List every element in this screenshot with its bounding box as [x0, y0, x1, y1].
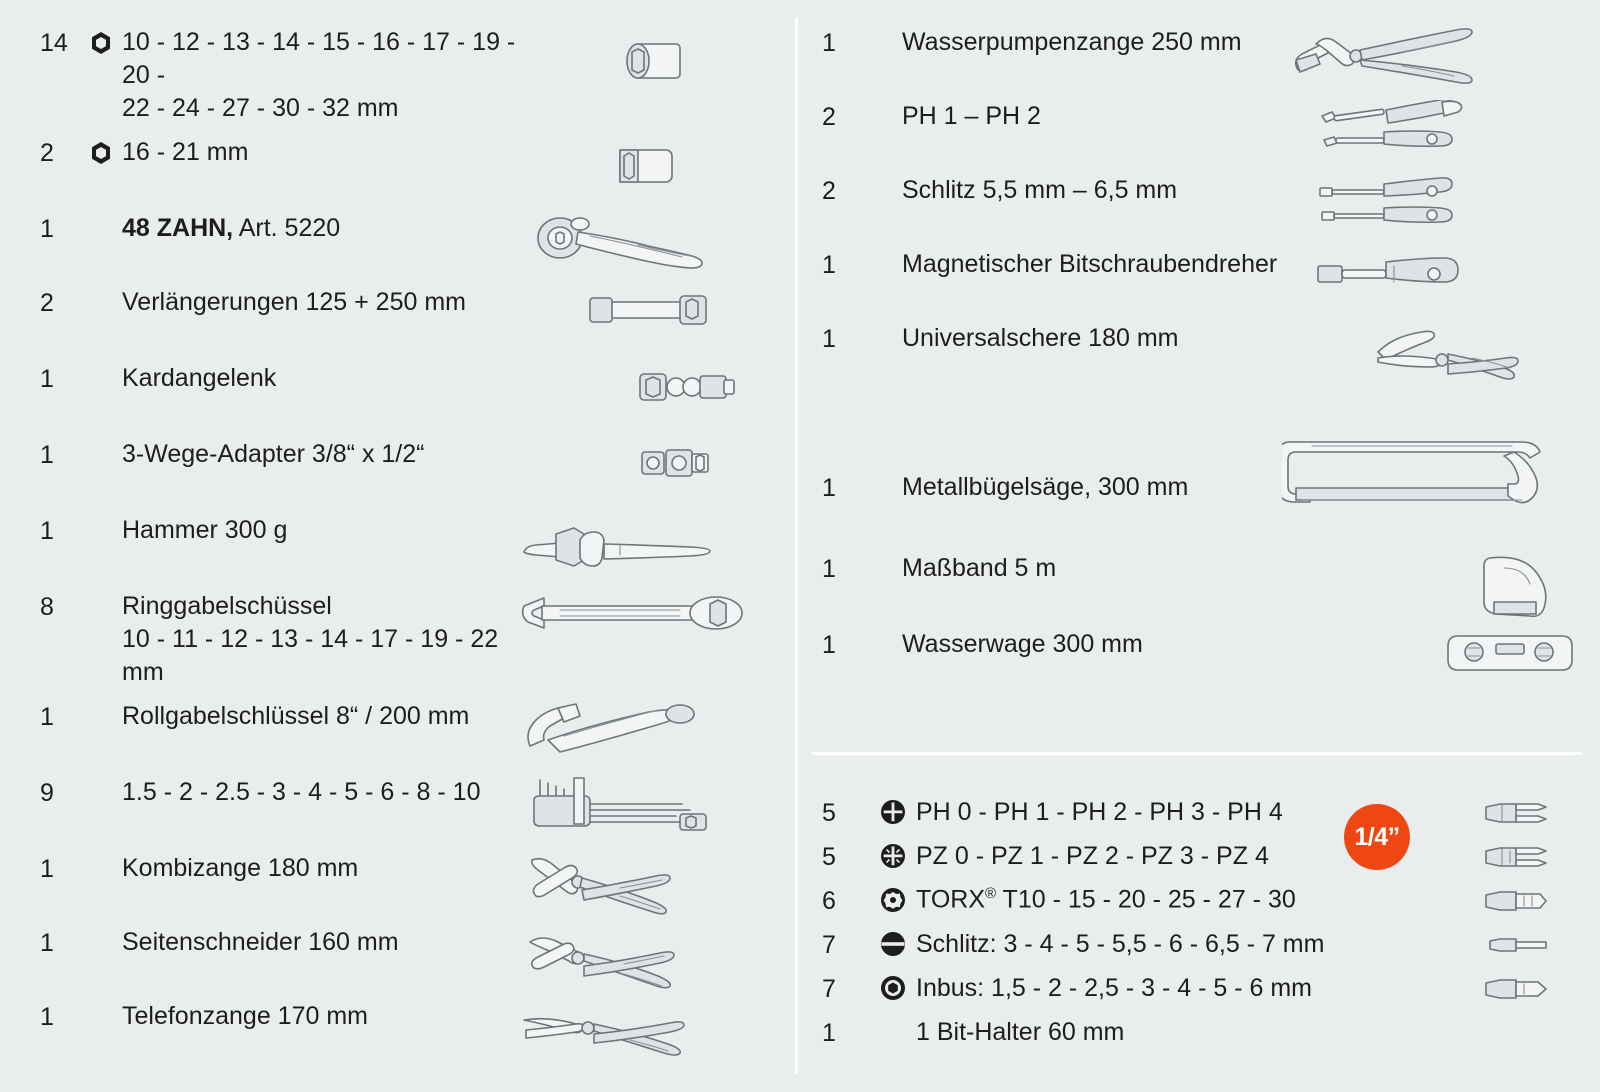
vertical-divider [795, 18, 798, 1074]
water-pump-pliers-icon [1282, 26, 1582, 86]
phillips-cross-icon [870, 799, 916, 825]
hex-bit-icon [1432, 974, 1562, 1004]
item-description: PH 1 – PH 2 [902, 102, 1041, 130]
list-item [822, 922, 1342, 966]
socket-icon [520, 26, 780, 86]
hex-socket-icon [88, 26, 122, 61]
extension-bar-icon [520, 286, 780, 346]
item-quantity: 1 [822, 631, 836, 659]
item-description-line2: 22 - 24 - 27 - 30 - 32 mm [122, 94, 399, 122]
right-column [822, 26, 1582, 704]
item-description-line1: 10 - 12 - 13 - 14 - 15 - 16 - 17 - 19 - 20 - [122, 28, 516, 89]
bits-list [822, 790, 1342, 1054]
item-description [916, 885, 1342, 914]
item-description: Universalschere 180 mm [902, 324, 1179, 352]
list-item [40, 926, 780, 1000]
item-quantity: 1 [822, 555, 836, 583]
list-item [822, 878, 1342, 922]
torx-star-icon [870, 887, 916, 913]
left-column [40, 26, 780, 1074]
phillips-screwdriver-icon [1282, 100, 1582, 160]
list-item [40, 1000, 780, 1074]
item-description [122, 590, 520, 689]
pozidriv-cross-icon [870, 843, 916, 869]
hacksaw-icon [1282, 432, 1582, 542]
item-quantity: 9 [40, 779, 54, 807]
universal-shears-icon [1282, 322, 1582, 382]
hammer-icon [520, 514, 780, 574]
item-quantity: 14 [40, 29, 68, 57]
list-item [822, 552, 1582, 628]
item-description: PH 0 - PH 1 - PH 2 - PH 3 - PH 4 [916, 797, 1283, 826]
list-item [822, 1010, 1342, 1054]
list-item [40, 700, 780, 776]
item-quantity: 2 [822, 103, 836, 131]
list-item [822, 790, 1342, 834]
hex-socket-icon [88, 136, 122, 171]
deep-socket-icon [520, 136, 780, 196]
item-quantity: 1 [40, 855, 54, 883]
long-nose-pliers-icon [520, 1000, 780, 1060]
item-description-line1: Verlängerungen 125 + 250 mm [122, 288, 466, 316]
item-quantity: 1 [40, 703, 54, 731]
item-description [122, 362, 520, 395]
bits-section [822, 790, 1582, 1054]
item-description: Maßband 5 m [902, 554, 1057, 582]
item-description: Wasserpumpenzange 250 mm [902, 28, 1242, 56]
item-quantity: 1 [40, 929, 54, 957]
spirit-level-icon [1282, 628, 1582, 688]
item-description: Schlitz 5,5 mm – 6,5 mm [902, 176, 1178, 204]
item-description [122, 514, 520, 547]
item-description [122, 776, 520, 809]
ratchet-icon [520, 212, 780, 272]
item-quantity: 7 [822, 975, 836, 1003]
torx-sizes: T10 - 15 - 20 - 25 - 27 - 30 [996, 885, 1296, 914]
item-quantity: 1 [40, 365, 54, 393]
list-item [822, 628, 1582, 704]
item-description [122, 700, 520, 733]
item-quantity: 2 [40, 139, 54, 167]
item-description [122, 286, 520, 319]
three-way-adapter-icon [520, 438, 780, 498]
list-item [40, 438, 780, 514]
item-description-line1: 16 - 21 mm [122, 138, 249, 166]
item-quantity: 2 [40, 289, 54, 317]
item-description [122, 136, 520, 169]
phillips-bit-icon [1432, 798, 1562, 828]
list-item [40, 590, 780, 700]
item-description-line1: Art. 5220 [233, 214, 341, 242]
item-quantity: 1 [40, 517, 54, 545]
list-item [822, 100, 1582, 174]
item-quantity: 8 [40, 593, 54, 621]
torx-label: TORX [916, 885, 985, 914]
item-description [122, 26, 520, 125]
magnetic-bit-driver-icon [1282, 248, 1582, 308]
list-item [822, 26, 1582, 100]
list-item [822, 422, 1582, 552]
list-item [40, 776, 780, 852]
adjustable-wrench-icon [520, 700, 780, 760]
torx-bit-icon [1432, 886, 1562, 916]
list-item [40, 514, 780, 590]
spacer [88, 362, 122, 366]
item-description: PZ 0 - PZ 1 - PZ 2 - PZ 3 - PZ 4 [916, 841, 1269, 870]
registered-mark: ® [985, 885, 997, 903]
list-item [822, 322, 1582, 422]
list-item [40, 26, 780, 136]
item-quantity: 1 [40, 441, 54, 469]
slotted-screwdriver-icon [1282, 174, 1582, 234]
combination-wrench-icon [520, 590, 780, 650]
item-description [122, 438, 520, 471]
item-description-line1: Hammer 300 g [122, 516, 288, 544]
item-quantity: 2 [822, 177, 836, 205]
item-quantity: 7 [822, 931, 836, 959]
item-description [122, 1000, 520, 1033]
item-description: Wasserwage 300 mm [902, 630, 1143, 658]
item-description-line1: Kardangelenk [122, 364, 277, 392]
item-quantity: 5 [822, 843, 836, 871]
drive-size-badge: 1/4” [1344, 804, 1410, 870]
item-description: 1 Bit-Halter 60 mm [916, 1017, 1125, 1046]
item-quantity: 1 [822, 29, 836, 57]
spacer [88, 926, 122, 930]
item-description: Magnetischer Bitschraubendreher [902, 250, 1278, 278]
item-description-line1: Ringgabelschüssel [122, 592, 332, 620]
item-quantity: 1 [822, 1019, 836, 1047]
slotted-icon [870, 931, 916, 957]
item-description [122, 926, 520, 959]
item-description-line1: Seitenschneider 160 mm [122, 928, 399, 956]
item-description-line1: Rollgabelschlüssel 8“ / 200 mm [122, 702, 470, 730]
list-item [40, 212, 780, 286]
item-quantity: 1 [822, 251, 836, 279]
pozidriv-bit-icon [1432, 842, 1562, 872]
item-quantity: 6 [822, 887, 836, 915]
item-quantity: 1 [40, 1003, 54, 1031]
spacer [88, 212, 122, 216]
spacer [88, 514, 122, 518]
list-item [40, 362, 780, 438]
list-item [822, 834, 1342, 878]
hex-key-set-icon [520, 776, 780, 836]
item-description-line1: 1.5 - 2 - 2.5 - 3 - 4 - 5 - 6 - 8 - 10 [122, 778, 481, 806]
list-item [822, 248, 1582, 322]
bit-images [1432, 798, 1582, 1018]
list-item [822, 966, 1342, 1010]
horizontal-divider [812, 752, 1582, 755]
spacer [88, 1000, 122, 1004]
spacer [88, 776, 122, 780]
spacer [88, 852, 122, 856]
combination-pliers-icon [520, 852, 780, 912]
item-description: Metallbügelsäge, 300 mm [902, 472, 1189, 501]
spacer [88, 700, 122, 704]
item-description-line1: Kombizange 180 mm [122, 854, 359, 882]
item-quantity: 1 [40, 215, 54, 243]
universal-joint-icon [520, 362, 780, 422]
item-description: Schlitz: 3 - 4 - 5 - 5,5 - 6 - 6,5 - 7 mm [916, 929, 1325, 958]
item-description-bold: 48 ZAHN, [122, 214, 234, 242]
list-item [822, 174, 1582, 248]
item-quantity: 5 [822, 799, 836, 827]
spacer [88, 590, 122, 594]
list-item [40, 852, 780, 926]
list-item [40, 136, 780, 212]
item-quantity: 1 [822, 474, 836, 502]
slotted-bit-icon [1432, 930, 1562, 960]
list-item [40, 286, 780, 362]
item-quantity: 1 [822, 325, 836, 353]
item-description-line2: 10 - 11 - 12 - 13 - 14 - 17 - 19 - 22 mm [122, 625, 499, 686]
item-description [122, 212, 520, 245]
item-description: Inbus: 1,5 - 2 - 2,5 - 3 - 4 - 5 - 6 mm [916, 973, 1312, 1002]
item-description [122, 852, 520, 885]
item-description-line1: 3-Wege-Adapter 3/8“ x 1/2“ [122, 440, 425, 468]
item-description-line1: Telefonzange 170 mm [122, 1002, 368, 1030]
spacer [88, 286, 122, 290]
tape-measure-icon [1282, 552, 1582, 622]
side-cutter-icon [520, 926, 780, 986]
spacer [88, 438, 122, 442]
hex-socket-bit-icon [870, 975, 916, 1001]
